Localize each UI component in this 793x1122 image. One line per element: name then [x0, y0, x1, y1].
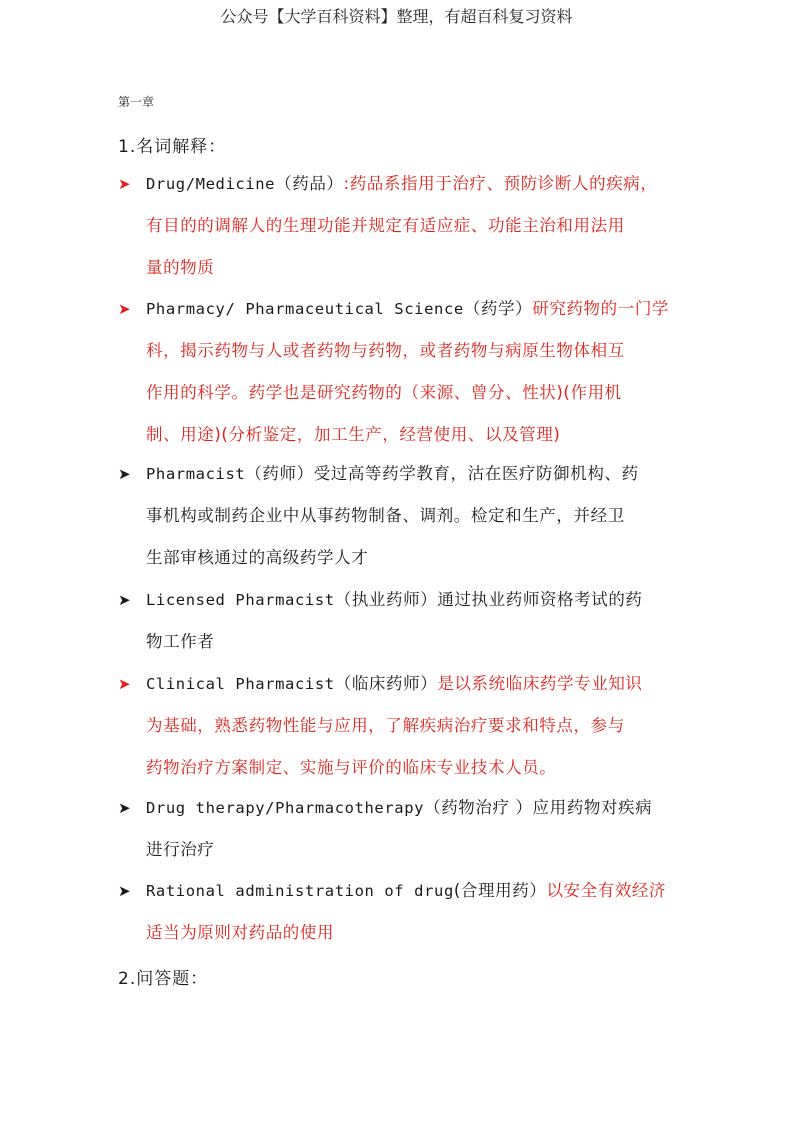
definition-line: 是以系统临床药学专业知识 — [437, 674, 643, 693]
page-header: 公众号【大学百科资料】整理，有超百科复习资料 — [220, 7, 573, 26]
arrow-bullet-icon: ➤ — [118, 799, 131, 817]
arrow-bullet-icon: ➤ — [118, 591, 131, 609]
definition-line: 以安全有效经济 — [546, 881, 667, 900]
chapter-label: 第一章 — [118, 95, 155, 109]
term-en: Drug/Medicine — [146, 175, 276, 193]
term-en: Clinical Pharmacist — [146, 675, 335, 693]
definition-line: 有目的的调解人的生理功能并规定有适应症、功能主治和用法用 — [146, 216, 625, 235]
definition-line: 应用药物对疾病 — [532, 798, 653, 817]
definition-line: 科，揭示药物与人或者药物与药物，或者药物与病原生物体相互 — [146, 341, 625, 360]
section-title-1: 1.名词解释： — [118, 137, 227, 157]
definition-line: 生部审核通过的高级药学人才 — [146, 548, 369, 567]
definition-line: 制、用途)(分析鉴定，加工生产，经营使用、以及管理) — [146, 425, 561, 444]
term-cn: (合理用药） — [453, 881, 547, 900]
definition-line: 物工作者 — [146, 632, 215, 651]
definition-line: 量的物质 — [146, 258, 215, 277]
term-cn: （药学） — [463, 299, 533, 318]
definition-entry-licensed-pharmacist — [118, 579, 678, 663]
term-en: Licensed Pharmacist — [146, 591, 335, 609]
definition-line: 药物治疗方案制定、实施与评价的临床专业技术人员。 — [146, 758, 557, 777]
definition-entry-pharmacy — [118, 288, 678, 456]
term-en: Drug therapy/Pharmacotherapy — [146, 799, 425, 817]
arrow-bullet-icon: ➤ — [118, 175, 131, 193]
definition-line: 适当为原则对药品的使用 — [146, 923, 335, 942]
definition-entry-rational-administration — [118, 870, 678, 954]
definition-line: 进行治疗 — [146, 840, 215, 859]
definition-entry-pharmacist — [118, 453, 678, 579]
arrow-bullet-icon: ➤ — [118, 675, 131, 693]
term-en: Pharmacy/ Pharmaceutical Science — [146, 300, 464, 318]
definition-line: 通过执业药师资格考试的药 — [437, 590, 643, 609]
definition-entry-clinical-pharmacist — [118, 663, 678, 789]
term-en: Pharmacist — [146, 465, 246, 483]
definition-line: 作用的科学。药学也是研究药物的（来源、曾分、性状)(作用机 — [146, 383, 622, 402]
arrow-bullet-icon: ➤ — [118, 882, 131, 900]
definition-entry-drug — [118, 163, 678, 289]
term-cn: （临床药师） — [334, 674, 438, 693]
term-cn: （执业药师） — [334, 590, 438, 609]
term-cn: （药品） — [275, 174, 344, 193]
definition-line: 研究药物的一门学 — [532, 299, 670, 318]
arrow-bullet-icon: ➤ — [118, 465, 131, 483]
definition-line: 事机构或制药企业中从事药物制备、调剂。检定和生产，并经卫 — [146, 506, 625, 525]
term-cn: （药师） — [245, 464, 314, 483]
definition-entry-drug-therapy — [118, 787, 678, 871]
definition-line: :药品系指用于治疗、预防诊断人的疾病， — [343, 174, 658, 193]
arrow-bullet-icon: ➤ — [118, 300, 131, 318]
definition-line: 为基础，熟悉药物性能与应用，了解疾病治疗要求和特点，参与 — [146, 716, 625, 735]
term-cn: （药物治疗 ） — [424, 798, 533, 817]
definition-line: 受过高等药学教育，沽在医疗防御机构、药 — [313, 464, 639, 483]
section-title-2: 2.问答题： — [118, 969, 209, 989]
term-en: Rational administration of drug — [146, 882, 454, 900]
